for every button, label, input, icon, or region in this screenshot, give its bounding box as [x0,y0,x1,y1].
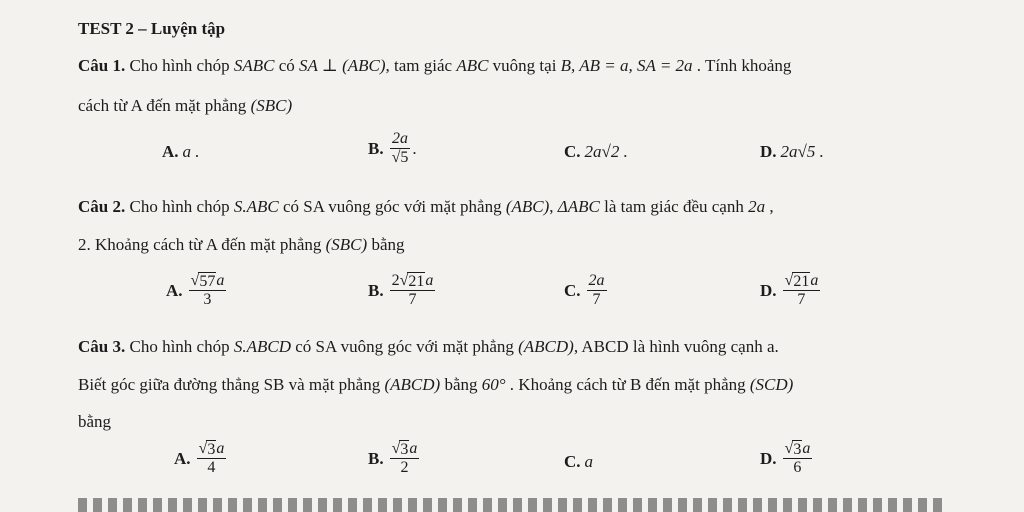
denominator: 2 [400,459,409,476]
variable: a [216,272,225,289]
option-value: 2a√5 . [780,142,824,161]
fraction [783,272,821,309]
radicand: 21 [408,273,425,290]
numerator: 2a [391,130,408,147]
question-1-math: ABC [456,56,489,75]
option-label: C. [564,280,581,300]
question-2-math: ΔABC [557,197,600,216]
question-3-text: Biết góc giữa đường thẳng SB và mặt phẳng [78,375,385,394]
question-3-text: Cho hình chóp [125,337,234,356]
option-label: B. [368,280,384,300]
option-tail: . [412,138,417,158]
q2-option-b[interactable] [368,272,437,309]
radicand: 3 [207,441,216,458]
question-1-text: vuông tại [488,56,561,75]
q3-option-b[interactable] [368,440,421,477]
option-label: A. [166,280,183,300]
question-2-text: có SA vuông góc với mặt phẳng [278,197,506,216]
question-1-text: . Tính khoảng [692,56,792,75]
square-root: √ 57 [190,272,216,290]
question-3-text: bằng [440,375,482,394]
variable: a [802,440,811,457]
option-label: A. [174,448,191,468]
square-root: √ 3 [784,440,802,458]
square-root: √ 21 [784,272,810,290]
question-2-heading: Câu 2. [78,197,126,216]
fraction [587,272,607,309]
radicand: 3 [793,441,802,458]
denominator: 7 [592,291,601,308]
question-1-line-2 [78,95,292,117]
variable: a [216,440,225,457]
numerator [189,272,227,291]
denominator: 4 [207,459,216,476]
fraction [390,130,411,167]
numerator [783,272,821,291]
question-3-text: , ABCD là hình vuông cạnh a. [573,337,779,356]
question-2-text: , [549,197,558,216]
q2-option-c[interactable] [564,272,609,309]
question-2-text: Cho hình chóp [125,197,234,216]
q1-option-c[interactable] [564,142,628,162]
question-3-math: (SCD) [749,375,794,394]
question-2-text: 2. Khoảng cách từ A đến mặt phẳng [78,235,326,254]
question-2-text: là tam giác đều cạnh [599,197,749,216]
question-2-text: , [765,197,774,216]
question-2-text: bằng [367,235,405,254]
radicand: 3 [400,441,409,458]
denominator: 7 [797,291,806,308]
question-1-math: B, AB = a, SA = 2a [560,56,693,75]
q1-option-b[interactable] [368,130,417,167]
numerator [390,440,420,459]
fraction [390,440,420,477]
option-value: 2a√2 . [584,142,628,161]
question-2-math: S.ABC [233,197,279,216]
variable: a [409,440,418,457]
numerator: 2a [588,272,605,289]
option-label: D. [760,280,777,300]
variable: a [810,272,819,289]
q1-option-d[interactable] [760,142,824,162]
question-1-math: SABC [233,56,275,75]
q3-option-d[interactable] [760,440,814,477]
denominator: 3 [203,291,212,308]
option-label: C. [564,142,581,161]
denominator: √5 [391,149,409,166]
question-3-math: S.ABCD [233,337,291,356]
variable: a [425,272,434,289]
question-3-heading: Câu 3. [78,337,126,356]
option-label: B. [368,448,384,468]
question-3-text: có SA vuông góc với mặt phẳng [290,337,519,356]
option-label: A. [162,142,179,161]
question-3-math: (ABCD) [518,337,574,356]
option-value: a [584,452,594,471]
question-1-math: (SBC) [250,96,293,115]
q3-option-a[interactable] [174,440,228,477]
question-2-line-2 [78,234,404,256]
question-1-text: cách từ A đến mặt phẳng [78,96,251,115]
fraction [197,440,227,477]
fraction [189,272,227,309]
option-label: D. [760,142,777,161]
q1-option-a[interactable] [162,142,200,162]
question-2-math: (ABC) [505,197,550,216]
numerator [390,272,436,291]
radicand: 57 [199,273,216,290]
question-3-text: . Khoảng cách từ B đến mặt phẳng [505,375,750,394]
question-3-line-1 [78,336,779,358]
square-root: √ 3 [198,440,216,458]
page-title: TEST 2 – Luyện tập [78,19,226,38]
question-3-text: bằng [78,412,112,431]
option-label: C. [564,452,581,471]
radicand: 21 [793,273,810,290]
option-value: a . [182,142,200,161]
question-1-text: Cho hình chóp [125,56,234,75]
coefficient: 2 [391,272,400,289]
question-1-text: có [274,56,299,75]
question-1-text: , tam giác [385,56,457,75]
question-1-line-1 [78,55,791,77]
option-label: D. [760,448,777,468]
square-root: √ 21 [399,272,425,290]
question-2-math: (SBC) [325,235,368,254]
question-1-math: SA ⊥ (ABC) [299,56,386,75]
cropped-next-line [78,498,948,512]
denominator: 7 [408,291,417,308]
fraction [390,272,436,309]
option-label: B. [368,138,384,158]
question-3-line-3 [78,411,111,433]
q3-option-c[interactable] [564,452,593,472]
question-3-line-2 [78,374,793,396]
fraction [783,440,813,477]
question-3-math: (ABCD) [384,375,441,394]
question-2-math: 2a [748,197,766,216]
question-1-heading: Câu 1. [78,56,126,75]
question-2-line-1 [78,196,774,218]
q2-option-a[interactable] [166,272,228,309]
numerator [197,440,227,459]
denominator: 6 [793,459,802,476]
question-3-math: 60° [481,375,506,394]
square-root: √ 3 [391,440,409,458]
q2-option-d[interactable] [760,272,822,309]
numerator [783,440,813,459]
